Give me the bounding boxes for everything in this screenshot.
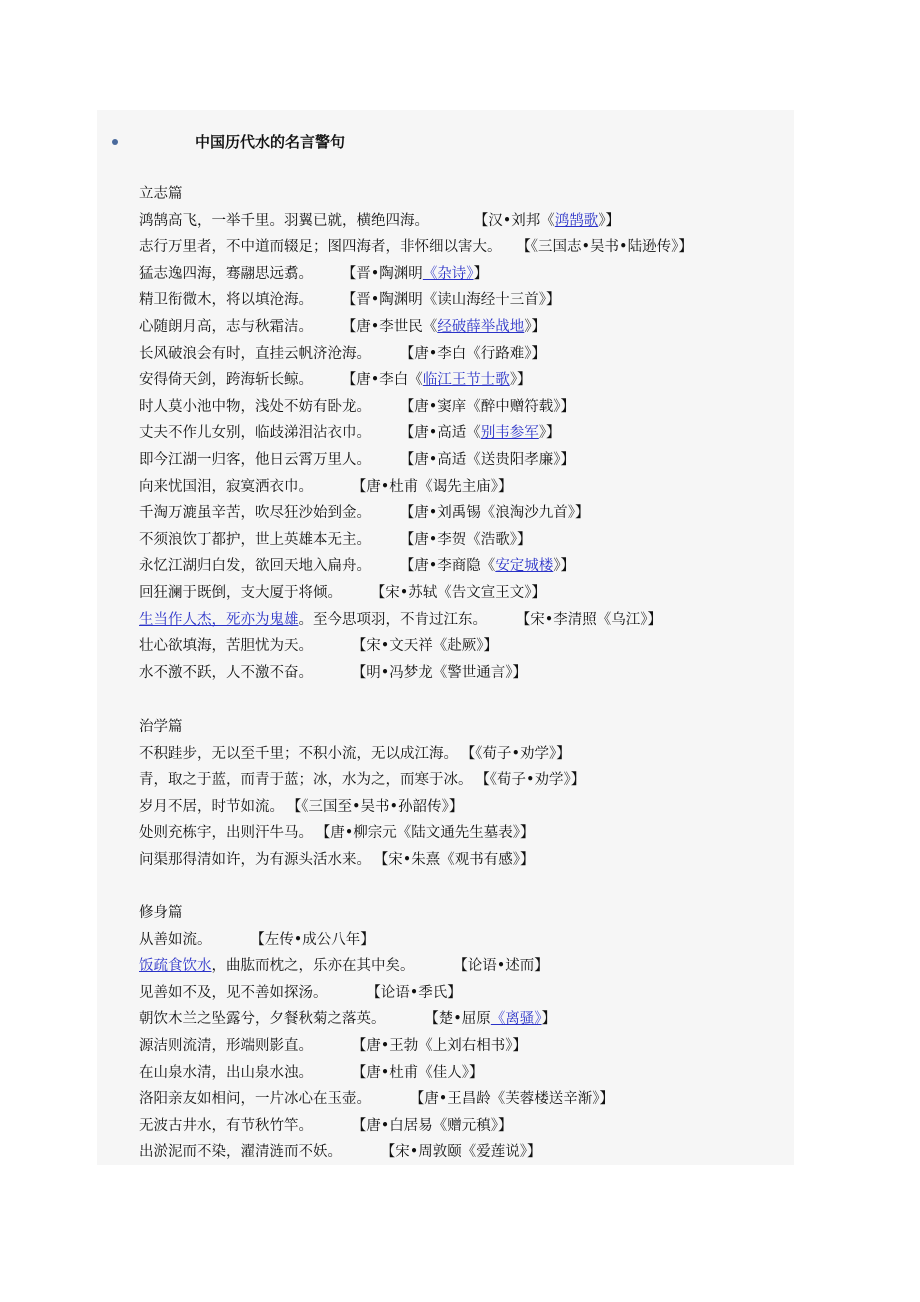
quote-text: 永忆江湖归白发，欲回天地入扁舟。 xyxy=(139,558,371,575)
quote-source xyxy=(468,746,571,762)
quote-line xyxy=(139,1139,779,1166)
quote-text: 长风破浪会有时，直挂云帆济沧海。 xyxy=(139,345,371,362)
bullet-icon xyxy=(112,139,118,145)
source-text: 【唐•李商隐《 xyxy=(407,558,496,575)
quote-line xyxy=(139,1113,779,1140)
quote-text: 洛阳亲友如相问，一片冰心在玉壶。 xyxy=(139,1091,371,1108)
quote-source xyxy=(407,425,561,441)
quote-line xyxy=(139,474,779,501)
quote-line xyxy=(139,847,779,874)
source-text: 【明•冯梦龙《警世通言》】 xyxy=(359,664,528,681)
quote-line xyxy=(139,500,779,527)
quote-source xyxy=(407,452,575,468)
source-text: 【唐•白居易《赠元稹》】 xyxy=(359,1117,513,1134)
source-text: 【宋•苏轼《告文宣王文》】 xyxy=(378,584,547,601)
quote-source xyxy=(359,638,498,654)
quote-source xyxy=(378,585,546,601)
source-suffix: 》】 xyxy=(553,558,576,575)
quote-source xyxy=(461,958,549,974)
source-text: 【晋•陶渊明《读山海经十三首》】 xyxy=(349,292,561,309)
quote-text: 问渠那得清如许，为有源头活水来。 xyxy=(139,851,371,868)
quote-text: 心随朗月高，志与秋霜洁。 xyxy=(139,318,313,335)
source-text: 【左传•成公八年】 xyxy=(257,931,375,948)
quote-text: 精卫衔微木，将以填沧海。 xyxy=(139,292,313,309)
quote-line xyxy=(139,447,779,474)
section-zhixue xyxy=(139,714,779,874)
quote-source xyxy=(417,1091,614,1107)
quote-text: 处则充栋宇，出则汗牛马。 xyxy=(139,825,313,842)
quote-source xyxy=(349,266,488,282)
source-suffix: 》】 xyxy=(509,372,532,389)
quote-text: 水不激不跃，人不激不奋。 xyxy=(139,664,313,681)
quote-text: ，曲肱而枕之，乐亦在其中矣。 xyxy=(211,958,415,975)
source-text: 【唐•李世民《 xyxy=(349,318,438,335)
source-text: 【唐•李白《行路难》】 xyxy=(407,345,547,362)
source-text: 【宋•李清照《乌江》】 xyxy=(523,611,663,628)
quote-source xyxy=(481,213,620,229)
quote-line xyxy=(139,953,779,980)
source-text: 【《荀子•劝学》】 xyxy=(468,745,571,762)
quote-text: 猛志逸四海，骞翮思远翥。 xyxy=(139,265,313,282)
quote-source xyxy=(359,1065,484,1081)
quote-line xyxy=(139,1060,779,1087)
section-lizhi xyxy=(139,181,779,686)
quote-line xyxy=(139,367,779,394)
quote-text: 壮心欲填海，苦胆忧为天。 xyxy=(139,638,313,655)
quote-text: 回狂澜于既倒，支大厦于将倾。 xyxy=(139,584,342,601)
source-text: 【晋•陶渊明 xyxy=(349,265,423,282)
quote-line xyxy=(139,1086,779,1113)
quote-line xyxy=(139,553,779,580)
section-heading: 立志篇 xyxy=(139,186,183,202)
quote-source xyxy=(359,479,513,495)
quote-text: 安得倚天剑，跨海斩长鲸。 xyxy=(139,372,313,389)
source-link[interactable]: 《杂诗》 xyxy=(422,265,474,282)
source-suffix: 》】 xyxy=(524,318,547,335)
section-heading: 治学篇 xyxy=(139,719,183,735)
quote-source xyxy=(349,292,561,308)
quote-text: 青，取之于蓝，而青于蓝；冰，水为之，而寒于冰。 xyxy=(139,772,473,789)
source-suffix: 】 xyxy=(541,1011,557,1028)
quote-line xyxy=(139,394,779,421)
source-text: 【唐•杜甫《佳人》】 xyxy=(359,1064,484,1081)
source-link[interactable]: 鸿鹄歌 xyxy=(554,212,599,229)
quote-line xyxy=(139,314,779,341)
source-text: 【汉•刘邦《 xyxy=(481,212,555,229)
quote-line xyxy=(139,794,779,821)
source-suffix: 》】 xyxy=(598,212,621,229)
quote-line xyxy=(139,1033,779,1060)
quote-line xyxy=(139,741,779,768)
quote-source xyxy=(294,799,463,815)
source-text: 【唐•窦庠《醉中赠符载》】 xyxy=(407,398,576,415)
quote-line xyxy=(139,660,779,687)
quote-text: 不积跬步，无以至千里；不积小流，无以成江海。 xyxy=(139,745,458,762)
source-text: 【宋•周敦颐《爱莲说》】 xyxy=(388,1144,542,1161)
quote-text: 即今江湖一归客，他日云霄万里人。 xyxy=(139,451,371,468)
quote-source xyxy=(374,985,462,1001)
quote-line xyxy=(139,607,779,634)
quote-line xyxy=(139,261,779,288)
quote-text: 。至今思项羽，不肯过江东。 xyxy=(298,611,487,628)
source-text: 【唐•王昌龄《芙蓉楼送辛渐》】 xyxy=(417,1091,615,1108)
quote-source xyxy=(407,346,546,362)
quote-line xyxy=(139,287,779,314)
source-text: 【唐•高适《送贵阳孝廉》】 xyxy=(407,451,576,468)
source-link[interactable]: 临江王节士歌 xyxy=(422,372,510,389)
quote-source xyxy=(381,852,535,868)
quote-source xyxy=(388,1144,542,1160)
quote-link[interactable]: 生当作人杰，死亦为鬼雄 xyxy=(139,611,299,628)
quote-text: 时人莫小池中物，浅处不妨有卧龙。 xyxy=(139,398,371,415)
section-xiushen xyxy=(139,900,779,1166)
source-link[interactable]: 别韦参军 xyxy=(480,425,539,442)
quote-source xyxy=(407,399,575,415)
quote-text: 岁月不居，时节如流。 xyxy=(139,798,284,815)
quote-text: 鸿鹄高飞，一举千里。羽翼已就，横绝四海。 xyxy=(139,212,429,229)
page-title: 中国历代水的名言警句 xyxy=(195,133,346,151)
quote-source xyxy=(407,532,532,548)
source-text: 【《荀子•劝学》】 xyxy=(482,772,586,789)
source-text: 【唐•杜甫《谒先主庙》】 xyxy=(359,478,513,495)
source-text: 【唐•李白《 xyxy=(349,372,423,389)
quote-line xyxy=(139,633,779,660)
quote-source xyxy=(323,825,535,841)
source-text: 【唐•柳宗元《陆文通先生墓表》】 xyxy=(323,825,535,842)
source-link[interactable]: 《离骚》 xyxy=(490,1011,542,1028)
quote-line xyxy=(139,980,779,1007)
source-text: 【楚•屈原 xyxy=(431,1011,491,1028)
quote-text: 源洁则流清，形端则影直。 xyxy=(139,1037,313,1054)
quote-source xyxy=(432,1011,557,1027)
source-text: 【宋•文天祥《赴厥》】 xyxy=(359,638,499,655)
quote-line xyxy=(139,208,779,235)
quote-source xyxy=(359,1118,513,1134)
quote-source xyxy=(349,372,532,388)
quote-source xyxy=(407,558,575,574)
quote-source xyxy=(258,932,375,948)
quote-text: 从善如流。 xyxy=(139,931,212,948)
quote-source xyxy=(524,239,693,255)
quote-source xyxy=(483,772,586,788)
quote-text: 无波古井水，有节秋竹竿。 xyxy=(139,1117,313,1134)
quote-text: 不须浪饮丁都护，世上英雄本无主。 xyxy=(139,531,371,548)
source-text: 【唐•王勃《上刘右相书》】 xyxy=(359,1037,528,1054)
quote-line xyxy=(139,580,779,607)
source-suffix: 】 xyxy=(473,265,489,282)
quote-source xyxy=(349,319,546,335)
quote-text: 出淤泥而不染，濯清涟而不妖。 xyxy=(139,1144,342,1161)
quote-source xyxy=(359,665,527,681)
section-heading: 修身篇 xyxy=(139,905,183,921)
quote-source xyxy=(523,612,662,628)
source-text: 【《三国志•吴书•陆逊传》】 xyxy=(523,239,693,256)
quote-line xyxy=(139,820,779,847)
quote-line xyxy=(139,420,779,447)
source-text: 【唐•李贺《浩歌》】 xyxy=(407,531,532,548)
quote-line xyxy=(139,527,779,554)
source-text: 【唐•高适《 xyxy=(407,425,481,442)
quote-text: 志行万里者，不中道而辍足；图四海者，非怀细以害大。 xyxy=(139,239,502,256)
quote-line xyxy=(139,341,779,368)
quote-source xyxy=(407,505,590,521)
quote-text: 在山泉水清，出山泉水浊。 xyxy=(139,1064,313,1081)
source-link[interactable]: 经破薛举战地 xyxy=(437,318,525,335)
source-suffix: 》】 xyxy=(538,425,561,442)
source-text: 【论语•季氏】 xyxy=(373,984,462,1001)
quote-text: 见善如不及，见不善如探汤。 xyxy=(139,984,328,1001)
quote-text: 向来忧国泪，寂寞洒衣巾。 xyxy=(139,478,313,495)
quote-line xyxy=(139,1006,779,1033)
source-text: 【唐•刘禹锡《浪淘沙九首》】 xyxy=(407,505,590,522)
quote-text: 朝饮木兰之坠露兮，夕餐秋菊之落英。 xyxy=(139,1011,386,1028)
quote-line xyxy=(139,767,779,794)
quote-line xyxy=(139,927,779,954)
source-link[interactable]: 安定城楼 xyxy=(495,558,554,575)
quote-source xyxy=(359,1038,527,1054)
quote-text: 千淘万漉虽辛苦，吹尽狂沙始到金。 xyxy=(139,505,371,522)
quote-line xyxy=(139,234,779,261)
source-text: 【宋•朱熹《观书有感》】 xyxy=(381,851,535,868)
quote-text: 丈夫不作儿女别，临歧涕泪沾衣巾。 xyxy=(139,425,371,442)
source-text: 【论语•述而】 xyxy=(460,958,549,975)
quote-link[interactable]: 饭疏食饮水 xyxy=(139,958,212,975)
source-text: 【《三国至•吴书•孙韶传》】 xyxy=(294,798,464,815)
